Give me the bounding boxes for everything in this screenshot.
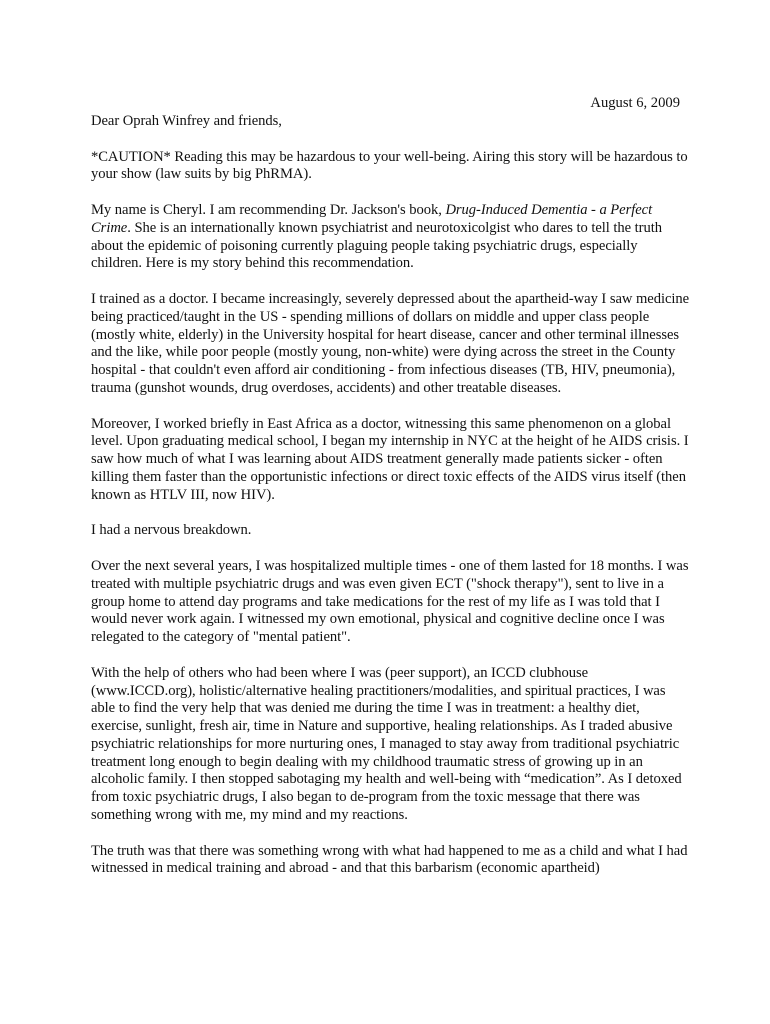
intro-text-before: My name is Cheryl. I am recommending Dr. Jackson's book, <box>91 201 446 218</box>
truth-paragraph: The truth was that there was something wrong with what had happened to me as a child and what I had witnessed in medical training and abroad - and that this barbarism (economic apartheid) <box>91 842 688 877</box>
intro-paragraph <box>91 202 691 273</box>
intro-text-after: . She is an internationally known psychiatrist and neurotoxicolgist who dares to tell the truth about the epidemic of poisoning currently plaguing people taking psychiatric drugs, especially children. Here is my story behind this recommendation. <box>91 219 662 272</box>
book-title: Drug-Induced Dementia - a Perfect Crime <box>91 201 653 236</box>
letter-date: August 6, 2009 <box>590 95 680 111</box>
hospitalized-paragraph: Over the next several years, I was hospitalized multiple times - one of them lasted for 18 months. I was treated with multiple psychiatric drugs and was even given ECT ("shock therapy"), sent to live in a group home to attend day programs and take medications for the rest of my life as I was told that I would never work again. I witnessed my own emotional, physical and cognitive decline once I was relegated to the category of "mental patient". <box>91 557 689 646</box>
letter-body <box>91 113 691 896</box>
caution-paragraph: *CAUTION* Reading this may be hazardous to your well-being. Airing this story will be hazardous to your show (law suits by big PhRMA). <box>91 148 688 183</box>
breakdown-paragraph: I had a nervous breakdown. <box>91 522 252 539</box>
africa-paragraph: Moreover, I worked briefly in East Africa as a doctor, witnessing this same phenomenon on a global level. Upon graduating medical school, I began my internship in NYC at the height of he AIDS crisis. I saw how much of what I was learning about AIDS treatment generally made patients sicker - often killing them faster than the opportunistic infections or direct toxic effects of the AIDS virus itself (then known as HTLV III, now HIV). <box>91 415 689 503</box>
trained-paragraph: I trained as a doctor. I became increasingly, severely depressed about the apartheid-way I saw medicine being practiced/taught in the US - spending millions of dollars on middle and upper class people (mostly white, elderly) in the University hospital for heart disease, cancer and other terminal illnesses and the like, while poor people (mostly young, non-white) were dying across the street in the County hospital - that couldn't even afford air conditioning - from infectious diseases (TB, HIV, pneumonia), trauma (gunshot wounds, drug overdoses, accidents) and other treatable diseases. <box>91 290 690 396</box>
help-paragraph: With the help of others who had been where I was (peer support), an ICCD clubhouse (www.ICCD.org), holistic/alternative healing practitioners/modalities, and spiritual practices, I was able to find the very help that was denied me during the time I was in treatment: a healthy diet, exercise, sunlight, fresh air, time in Nature and supportive, healing relationships. As I traded abusive psychiatric relationships for more nurturing ones, I managed to stay away from traditional psychiatric treatment long enough to begin dealing with my childhood traumatic stress of growing up in an alcoholic family. I then stopped sabotaging my health and well-being with “medication”. As I detoxed from toxic psychiatric drugs, I also began to de-program from the toxic message that there was something wrong with me, my mind and my reactions. <box>91 664 682 824</box>
salutation: Dear Oprah Winfrey and friends, <box>91 113 282 129</box>
